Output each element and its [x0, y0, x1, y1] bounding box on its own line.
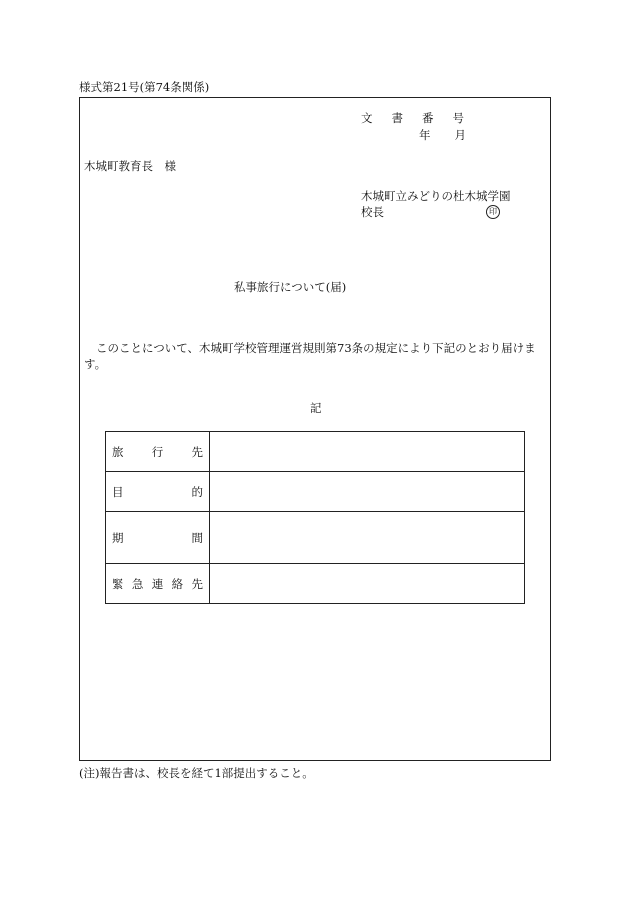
docnum-char: 書 [391, 111, 403, 125]
label-char: 絡 [171, 576, 184, 591]
addressee: 木城町教育長 様 [84, 159, 176, 173]
label-char: 目 [112, 484, 124, 499]
label-char: 間 [191, 530, 203, 545]
table-label-cell [106, 472, 210, 512]
table-row [106, 472, 525, 512]
table-label-cell [106, 432, 210, 472]
label-char: 先 [191, 576, 203, 591]
table-row [106, 564, 525, 604]
detail-table [105, 431, 525, 604]
sender-title: 校長 [361, 205, 384, 219]
label-char: 的 [191, 484, 203, 499]
subject-title: 私事旅行について(届) [234, 280, 347, 294]
label-char: 緊 [112, 576, 124, 591]
docnum-char: 番 [422, 111, 434, 125]
label-char: 期 [112, 530, 124, 545]
table-value-cell[interactable] [210, 432, 525, 472]
label-char: 連 [151, 576, 164, 591]
date-month-label: 月 [454, 128, 466, 142]
table-label-cell [106, 564, 210, 604]
footnote: (注)報告書は、校長を経て1部提出すること。 [79, 766, 314, 780]
table-value-cell[interactable] [210, 512, 525, 564]
label-char: 旅 [112, 444, 124, 459]
docnum-char: 号 [452, 111, 464, 125]
sender-organization: 木城町立みどりの杜木城学園 [361, 189, 511, 203]
label-char: 急 [131, 576, 144, 591]
table-value-cell[interactable] [210, 472, 525, 512]
document-number-label [361, 113, 464, 125]
table-label-cell [106, 512, 210, 564]
label-char: 行 [151, 444, 164, 459]
table-row [106, 432, 525, 472]
label-char: 先 [191, 444, 203, 459]
form-number: 様式第21号(第74条関係) [79, 80, 210, 94]
date-year-label: 年 [419, 128, 431, 142]
table-row [106, 512, 525, 564]
date-label [419, 130, 466, 142]
seal-mark: 印 [486, 205, 500, 219]
ki-heading: 記 [310, 401, 322, 415]
docnum-char: 文 [361, 111, 373, 125]
table-value-cell[interactable] [210, 564, 525, 604]
body-text: このことについて、木城町学校管理運営規則第73条の規定により下記のとおり届けます。 [84, 341, 536, 371]
